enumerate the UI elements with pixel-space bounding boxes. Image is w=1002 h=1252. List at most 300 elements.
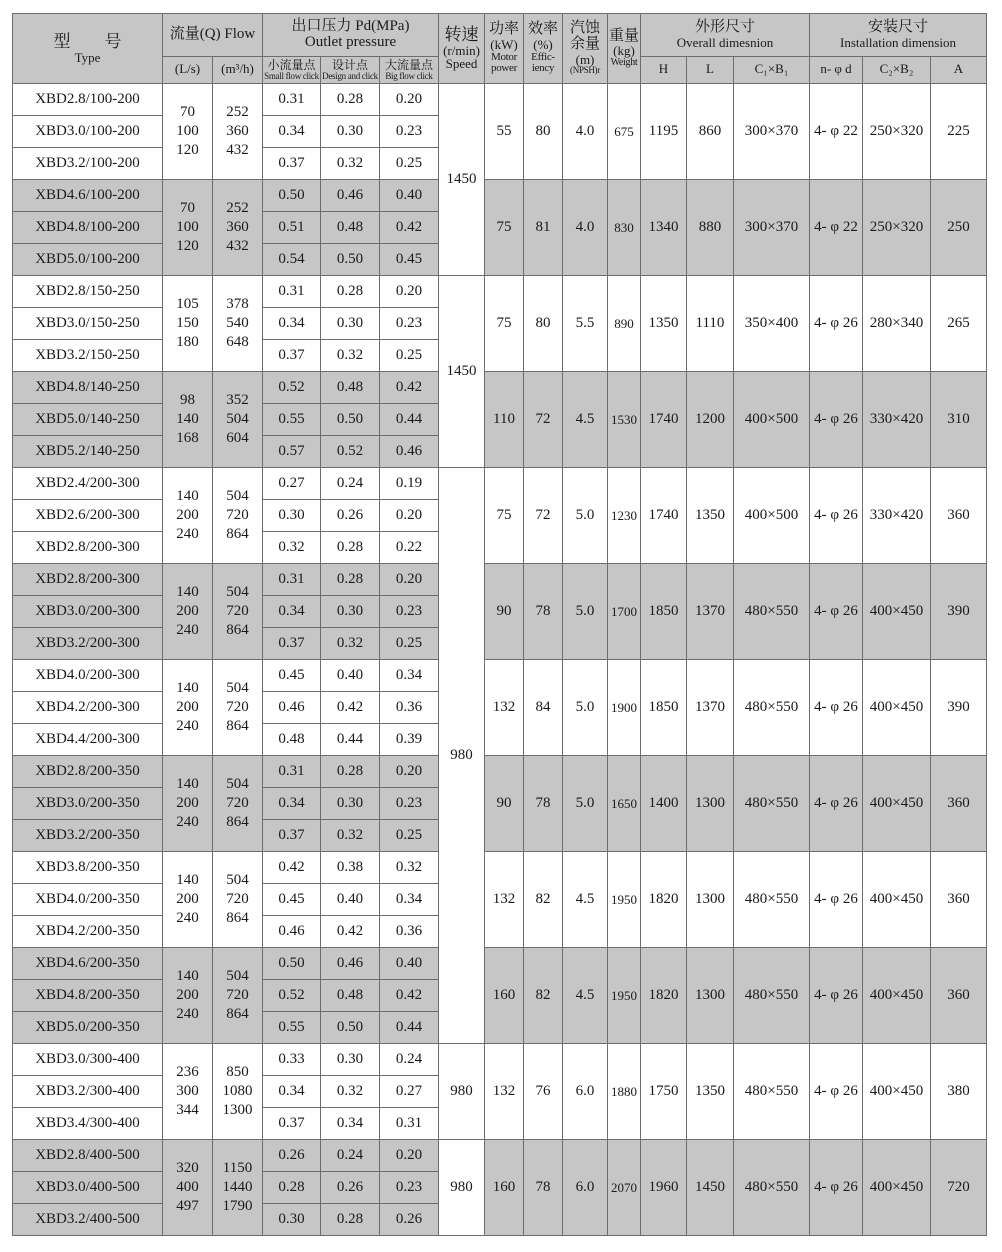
pressure-design-cell: 0.28	[321, 532, 380, 564]
nphid-cell: 4- φ 26	[810, 468, 863, 564]
npsh-cell: 4.5	[563, 372, 608, 468]
table-row	[13, 1044, 987, 1076]
flow-value: 1790	[222, 1198, 253, 1214]
table-row	[13, 948, 987, 980]
flow-ls-cell	[163, 660, 213, 756]
pressure-design-cell: 0.38	[321, 852, 380, 884]
a-cell: 380	[931, 1044, 987, 1140]
pressure-big-cell: 0.32	[380, 852, 439, 884]
header-flow-m3h: (m³/h)	[213, 57, 263, 84]
flow-ls-cell	[163, 180, 213, 276]
flow-value: 120	[176, 142, 199, 158]
c1b1-cell: 480×550	[734, 852, 810, 948]
flow-value: 200	[176, 987, 199, 1003]
pressure-small-cell: 0.50	[263, 180, 321, 212]
h-cell: 1750	[641, 1044, 687, 1140]
pressure-small-cell: 0.34	[263, 596, 321, 628]
flow-value: 240	[176, 526, 199, 542]
flow-ls-cell	[163, 468, 213, 564]
flow-value: 504	[226, 411, 249, 427]
flow-value: 200	[176, 795, 199, 811]
c2b2-cell: 400×450	[863, 948, 931, 1044]
l-cell: 1300	[687, 852, 734, 948]
flow-ls-cell	[163, 1044, 213, 1140]
header-overall: 外形尺寸 Overall dimesnion	[641, 14, 810, 57]
a-cell: 265	[931, 276, 987, 372]
flow-value: 864	[226, 526, 249, 542]
l-cell: 1350	[687, 1044, 734, 1140]
flow-m3h-cell	[213, 372, 263, 468]
power-cell: 55	[485, 84, 524, 180]
flow-value: 1300	[222, 1102, 253, 1118]
flow-value: 864	[226, 814, 249, 830]
flow-value: 200	[176, 891, 199, 907]
pressure-big-cell: 0.24	[380, 1044, 439, 1076]
table-row	[13, 372, 987, 404]
model-cell: XBD3.0/400-500	[13, 1172, 163, 1204]
efficiency-cell: 78	[524, 756, 563, 852]
pressure-big-cell: 0.34	[380, 884, 439, 916]
a-cell: 390	[931, 660, 987, 756]
flow-value: 252	[226, 104, 249, 120]
pressure-small-cell: 0.30	[263, 500, 321, 532]
flow-value: 140	[176, 584, 199, 600]
l-cell: 1300	[687, 756, 734, 852]
flow-ls-cell	[163, 852, 213, 948]
header-nphid: n- φ d	[810, 57, 863, 84]
pressure-big-cell: 0.25	[380, 148, 439, 180]
model-cell: XBD2.8/200-350	[13, 756, 163, 788]
a-cell: 360	[931, 756, 987, 852]
h-cell: 1740	[641, 468, 687, 564]
pressure-design-cell: 0.32	[321, 628, 380, 660]
pressure-small-cell: 0.55	[263, 404, 321, 436]
pressure-big-cell: 0.20	[380, 1140, 439, 1172]
flow-value: 200	[176, 507, 199, 523]
c2b2-cell: 330×420	[863, 372, 931, 468]
pressure-design-cell: 0.44	[321, 724, 380, 756]
pressure-small-cell: 0.31	[263, 756, 321, 788]
flow-m3h-cell	[213, 660, 263, 756]
table-row	[13, 468, 987, 500]
weight-cell: 890	[608, 276, 641, 372]
h-cell: 1850	[641, 660, 687, 756]
a-cell: 390	[931, 564, 987, 660]
pressure-big-cell: 0.19	[380, 468, 439, 500]
pressure-design-cell: 0.24	[321, 1140, 380, 1172]
model-cell: XBD4.6/200-350	[13, 948, 163, 980]
pressure-small-cell: 0.34	[263, 788, 321, 820]
model-cell: XBD3.2/300-400	[13, 1076, 163, 1108]
flow-value: 864	[226, 718, 249, 734]
nphid-cell: 4- φ 26	[810, 372, 863, 468]
flow-value: 378	[226, 296, 249, 312]
flow-m3h-cell	[213, 1044, 263, 1140]
l-cell: 860	[687, 84, 734, 180]
flow-value: 504	[226, 680, 249, 696]
flow-value: 864	[226, 910, 249, 926]
flow-value: 70	[180, 104, 195, 120]
header-install: 安装尺寸 Installation dimension	[810, 14, 987, 57]
c2b2-cell: 400×450	[863, 660, 931, 756]
table-row	[13, 564, 987, 596]
pressure-small-cell: 0.37	[263, 340, 321, 372]
pressure-design-cell: 0.46	[321, 180, 380, 212]
table-body	[13, 84, 987, 1236]
npsh-cell: 5.0	[563, 660, 608, 756]
pressure-small-cell: 0.46	[263, 916, 321, 948]
pressure-small-cell: 0.45	[263, 660, 321, 692]
c2b2-cell: 280×340	[863, 276, 931, 372]
pressure-design-cell: 0.52	[321, 436, 380, 468]
c1b1-cell: 480×550	[734, 1044, 810, 1140]
flow-value: 252	[226, 200, 249, 216]
nphid-cell: 4- φ 26	[810, 948, 863, 1044]
flow-ls-cell	[163, 1140, 213, 1236]
pressure-design-cell: 0.50	[321, 404, 380, 436]
model-cell: XBD3.2/150-250	[13, 340, 163, 372]
l-cell: 1350	[687, 468, 734, 564]
table-row	[13, 1140, 987, 1172]
model-cell: XBD5.0/100-200	[13, 244, 163, 276]
flow-ls-cell	[163, 948, 213, 1044]
pressure-big-cell: 0.20	[380, 84, 439, 116]
pressure-small-cell: 0.54	[263, 244, 321, 276]
pressure-design-cell: 0.32	[321, 340, 380, 372]
pressure-design-cell: 0.24	[321, 468, 380, 500]
efficiency-cell: 84	[524, 660, 563, 756]
a-cell: 360	[931, 468, 987, 564]
npsh-cell: 6.0	[563, 1140, 608, 1236]
pressure-design-cell: 0.32	[321, 148, 380, 180]
flow-value: 504	[226, 488, 249, 504]
pressure-big-cell: 0.34	[380, 660, 439, 692]
pressure-design-cell: 0.32	[321, 820, 380, 852]
flow-ls-cell	[163, 84, 213, 180]
nphid-cell: 4- φ 26	[810, 1140, 863, 1236]
npsh-cell: 4.0	[563, 180, 608, 276]
efficiency-cell: 76	[524, 1044, 563, 1140]
pressure-big-cell: 0.42	[380, 212, 439, 244]
pressure-design-cell: 0.50	[321, 1012, 380, 1044]
flow-value: 720	[226, 891, 249, 907]
flow-value: 200	[176, 603, 199, 619]
pressure-design-cell: 0.28	[321, 756, 380, 788]
pressure-small-cell: 0.52	[263, 372, 321, 404]
flow-value: 720	[226, 603, 249, 619]
pressure-big-cell: 0.26	[380, 1204, 439, 1236]
header-small-flow: 小流量点 Small flow click	[263, 57, 321, 84]
pressure-design-cell: 0.26	[321, 1172, 380, 1204]
efficiency-cell: 78	[524, 1140, 563, 1236]
nphid-cell: 4- φ 26	[810, 1044, 863, 1140]
pressure-big-cell: 0.46	[380, 436, 439, 468]
pressure-design-cell: 0.34	[321, 1108, 380, 1140]
pressure-small-cell: 0.26	[263, 1140, 321, 1172]
flow-value: 240	[176, 718, 199, 734]
pressure-big-cell: 0.20	[380, 756, 439, 788]
pressure-small-cell: 0.34	[263, 116, 321, 148]
pressure-big-cell: 0.23	[380, 1172, 439, 1204]
model-cell: XBD4.2/200-350	[13, 916, 163, 948]
pressure-design-cell: 0.42	[321, 916, 380, 948]
power-cell: 132	[485, 852, 524, 948]
c1b1-cell: 480×550	[734, 948, 810, 1044]
flow-value: 105	[176, 296, 199, 312]
flow-value: 200	[176, 699, 199, 715]
pressure-big-cell: 0.40	[380, 180, 439, 212]
pressure-design-cell: 0.30	[321, 116, 380, 148]
header-power: 功率 (kW) Motor power	[485, 14, 524, 84]
model-cell: XBD2.4/200-300	[13, 468, 163, 500]
pressure-design-cell: 0.28	[321, 84, 380, 116]
pressure-design-cell: 0.40	[321, 884, 380, 916]
c2b2-cell: 250×320	[863, 84, 931, 180]
table-row	[13, 276, 987, 308]
c1b1-cell: 400×500	[734, 372, 810, 468]
pressure-small-cell: 0.34	[263, 308, 321, 340]
weight-cell: 1650	[608, 756, 641, 852]
flow-value: 300	[176, 1083, 199, 1099]
model-cell: XBD3.0/200-300	[13, 596, 163, 628]
table-row	[13, 852, 987, 884]
model-cell: XBD3.4/300-400	[13, 1108, 163, 1140]
pressure-small-cell: 0.48	[263, 724, 321, 756]
pressure-small-cell: 0.46	[263, 692, 321, 724]
pressure-small-cell: 0.37	[263, 148, 321, 180]
flow-value: 344	[176, 1102, 199, 1118]
a-cell: 360	[931, 852, 987, 948]
pressure-big-cell: 0.25	[380, 340, 439, 372]
speed-cell: 980	[439, 468, 485, 1044]
flow-m3h-cell	[213, 852, 263, 948]
nphid-cell: 4- φ 22	[810, 180, 863, 276]
a-cell: 225	[931, 84, 987, 180]
pressure-big-cell: 0.36	[380, 916, 439, 948]
flow-value: 70	[180, 200, 195, 216]
pressure-small-cell: 0.37	[263, 820, 321, 852]
flow-value: 432	[226, 238, 249, 254]
flow-value: 504	[226, 968, 249, 984]
flow-value: 432	[226, 142, 249, 158]
flow-value: 360	[226, 123, 249, 139]
c2b2-cell: 400×450	[863, 756, 931, 852]
h-cell: 1195	[641, 84, 687, 180]
table-row	[13, 660, 987, 692]
flow-ls-cell	[163, 756, 213, 852]
pressure-big-cell: 0.23	[380, 116, 439, 148]
pressure-design-cell: 0.48	[321, 212, 380, 244]
model-cell: XBD4.8/140-250	[13, 372, 163, 404]
pressure-small-cell: 0.52	[263, 980, 321, 1012]
nphid-cell: 4- φ 26	[810, 276, 863, 372]
power-cell: 90	[485, 756, 524, 852]
l-cell: 1370	[687, 564, 734, 660]
header-pressure: 出口压力 Pd(MPa) Outlet pressure	[263, 14, 439, 57]
pressure-design-cell: 0.32	[321, 1076, 380, 1108]
weight-cell: 830	[608, 180, 641, 276]
model-cell: XBD4.8/200-350	[13, 980, 163, 1012]
h-cell: 1400	[641, 756, 687, 852]
c1b1-cell: 400×500	[734, 468, 810, 564]
pressure-big-cell: 0.42	[380, 372, 439, 404]
npsh-cell: 5.0	[563, 564, 608, 660]
model-cell: XBD3.0/300-400	[13, 1044, 163, 1076]
h-cell: 1960	[641, 1140, 687, 1236]
pressure-big-cell: 0.39	[380, 724, 439, 756]
pressure-small-cell: 0.50	[263, 948, 321, 980]
power-cell: 75	[485, 468, 524, 564]
pressure-small-cell: 0.33	[263, 1044, 321, 1076]
flow-value: 320	[176, 1160, 199, 1176]
flow-value: 497	[176, 1198, 199, 1214]
flow-value: 352	[226, 392, 249, 408]
pressure-design-cell: 0.48	[321, 980, 380, 1012]
model-cell: XBD5.2/140-250	[13, 436, 163, 468]
flow-value: 864	[226, 1006, 249, 1022]
pressure-design-cell: 0.26	[321, 500, 380, 532]
a-cell: 360	[931, 948, 987, 1044]
nphid-cell: 4- φ 26	[810, 756, 863, 852]
efficiency-cell: 72	[524, 468, 563, 564]
model-cell: XBD4.6/100-200	[13, 180, 163, 212]
model-cell: XBD4.4/200-300	[13, 724, 163, 756]
flow-value: 140	[176, 488, 199, 504]
flow-value: 720	[226, 795, 249, 811]
efficiency-cell: 80	[524, 276, 563, 372]
flow-value: 140	[176, 872, 199, 888]
h-cell: 1740	[641, 372, 687, 468]
efficiency-cell: 81	[524, 180, 563, 276]
l-cell: 1300	[687, 948, 734, 1044]
efficiency-cell: 72	[524, 372, 563, 468]
h-cell: 1820	[641, 852, 687, 948]
pressure-small-cell: 0.27	[263, 468, 321, 500]
flow-m3h-cell	[213, 468, 263, 564]
pressure-design-cell: 0.50	[321, 244, 380, 276]
header-flow-ls: (L/s)	[163, 57, 213, 84]
weight-cell: 1950	[608, 948, 641, 1044]
power-cell: 132	[485, 660, 524, 756]
pressure-big-cell: 0.20	[380, 276, 439, 308]
model-cell: XBD2.6/200-300	[13, 500, 163, 532]
pressure-big-cell: 0.27	[380, 1076, 439, 1108]
c2b2-cell: 330×420	[863, 468, 931, 564]
pressure-small-cell: 0.34	[263, 1076, 321, 1108]
flow-value: 604	[226, 430, 249, 446]
flow-value: 540	[226, 315, 249, 331]
efficiency-cell: 78	[524, 564, 563, 660]
h-cell: 1350	[641, 276, 687, 372]
flow-value: 504	[226, 872, 249, 888]
l-cell: 1200	[687, 372, 734, 468]
flow-m3h-cell	[213, 84, 263, 180]
pressure-big-cell: 0.25	[380, 628, 439, 660]
l-cell: 1450	[687, 1140, 734, 1236]
nphid-cell: 4- φ 26	[810, 852, 863, 948]
pressure-small-cell: 0.37	[263, 628, 321, 660]
pressure-big-cell: 0.20	[380, 564, 439, 596]
flow-value: 1440	[222, 1179, 253, 1195]
header-type: 型 号 Type	[13, 14, 163, 84]
model-cell: XBD3.8/200-350	[13, 852, 163, 884]
pressure-big-cell: 0.31	[380, 1108, 439, 1140]
pressure-small-cell: 0.31	[263, 84, 321, 116]
header-c2b2: C₂×B₂	[863, 57, 931, 84]
weight-cell: 1230	[608, 468, 641, 564]
pressure-big-cell: 0.23	[380, 596, 439, 628]
model-cell: XBD2.8/400-500	[13, 1140, 163, 1172]
flow-value: 180	[176, 334, 199, 350]
power-cell: 132	[485, 1044, 524, 1140]
weight-cell: 1900	[608, 660, 641, 756]
pressure-design-cell: 0.30	[321, 308, 380, 340]
pump-spec-table	[12, 13, 987, 1236]
pressure-small-cell: 0.55	[263, 1012, 321, 1044]
flow-value: 120	[176, 238, 199, 254]
header-a: A	[931, 57, 987, 84]
model-cell: XBD3.2/200-300	[13, 628, 163, 660]
header-npsh: 汽蚀 余量 (m) (NPSH)r	[563, 14, 608, 84]
flow-value: 864	[226, 622, 249, 638]
efficiency-cell: 80	[524, 84, 563, 180]
flow-m3h-cell	[213, 1140, 263, 1236]
flow-value: 720	[226, 507, 249, 523]
flow-value: 400	[176, 1179, 199, 1195]
flow-m3h-cell	[213, 564, 263, 660]
weight-cell: 1950	[608, 852, 641, 948]
flow-value: 240	[176, 622, 199, 638]
c1b1-cell: 480×550	[734, 1140, 810, 1236]
efficiency-cell: 82	[524, 948, 563, 1044]
flow-value: 140	[176, 680, 199, 696]
pressure-big-cell: 0.20	[380, 500, 439, 532]
flow-value: 100	[176, 123, 199, 139]
model-cell: XBD5.0/200-350	[13, 1012, 163, 1044]
pressure-big-cell: 0.23	[380, 308, 439, 340]
flow-value: 504	[226, 776, 249, 792]
flow-ls-cell	[163, 276, 213, 372]
speed-cell: 1450	[439, 276, 485, 468]
header-big-flow: 大流量点 Big flow click	[380, 57, 439, 84]
weight-cell: 2070	[608, 1140, 641, 1236]
c1b1-cell: 480×550	[734, 756, 810, 852]
pressure-big-cell: 0.36	[380, 692, 439, 724]
a-cell: 310	[931, 372, 987, 468]
nphid-cell: 4- φ 26	[810, 660, 863, 756]
pressure-design-cell: 0.30	[321, 1044, 380, 1076]
pressure-design-cell: 0.28	[321, 1204, 380, 1236]
header-c1b1: C₁×B₁	[734, 57, 810, 84]
power-cell: 75	[485, 276, 524, 372]
weight-cell: 1880	[608, 1044, 641, 1140]
pressure-small-cell: 0.30	[263, 1204, 321, 1236]
pressure-design-cell: 0.48	[321, 372, 380, 404]
npsh-cell: 4.5	[563, 852, 608, 948]
efficiency-cell: 82	[524, 852, 563, 948]
nphid-cell: 4- φ 26	[810, 564, 863, 660]
flow-value: 648	[226, 334, 249, 350]
model-cell: XBD2.8/200-300	[13, 564, 163, 596]
header-l: L	[687, 57, 734, 84]
l-cell: 880	[687, 180, 734, 276]
header-weight: 重量 (kg) Weight	[608, 14, 641, 84]
model-cell: XBD3.0/200-350	[13, 788, 163, 820]
pressure-small-cell: 0.31	[263, 276, 321, 308]
flow-value: 140	[176, 411, 199, 427]
pressure-small-cell: 0.57	[263, 436, 321, 468]
c2b2-cell: 400×450	[863, 564, 931, 660]
